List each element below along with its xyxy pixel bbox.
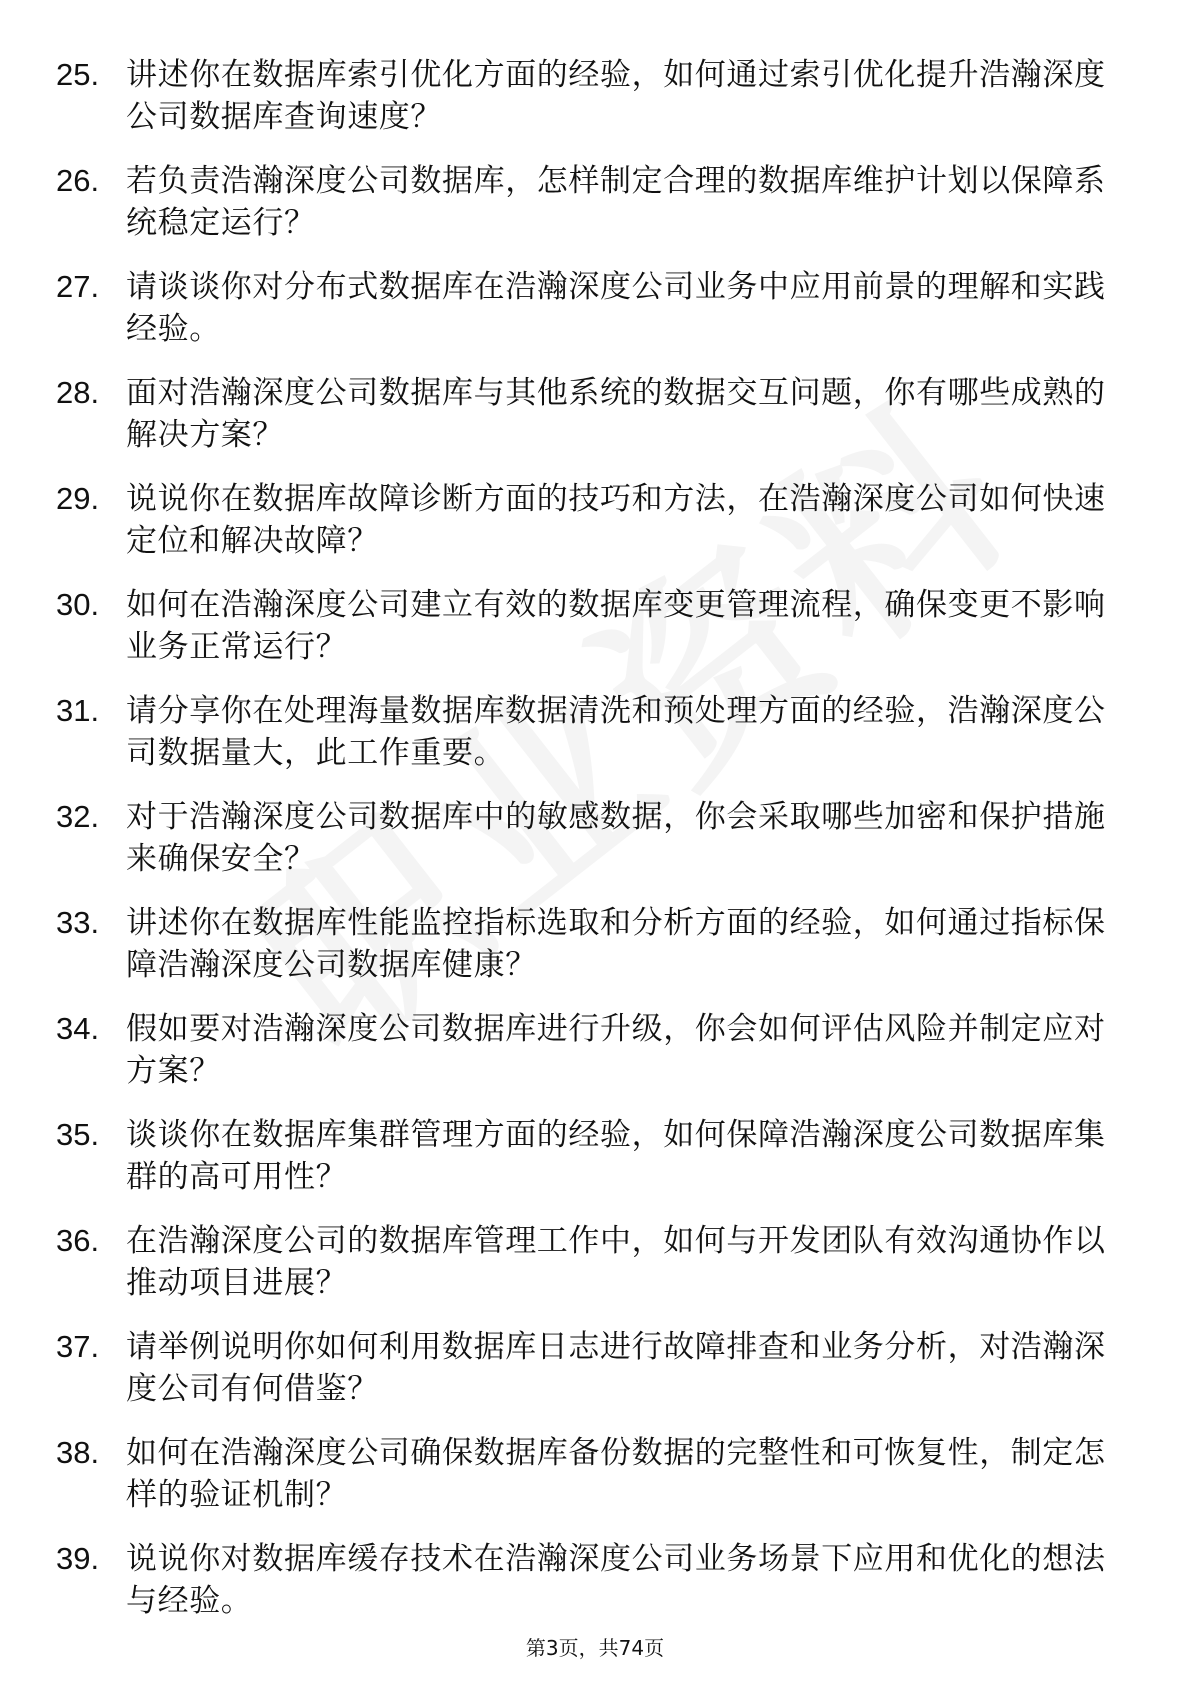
page-footer (0, 1634, 1190, 1662)
page-number-label: 第3页，共74页 (525, 1636, 665, 1660)
question-text: 讲述你在数据库性能监控指标选取和分析方面的经验，如何通过指标保障浩瀚深度公司数据库健康？ (126, 905, 1106, 983)
question-number: 25. (56, 57, 100, 92)
question-text: 如何在浩瀚深度公司建立有效的数据库变更管理流程，确保变更不影响业务正常运行？ (126, 587, 1106, 665)
question-item (56, 54, 1116, 138)
question-text: 请分享你在处理海量数据库数据清洗和预处理方面的经验，浩瀚深度公司数据量大，此工作重要。 (126, 693, 1106, 771)
question-text: 请谈谈你对分布式数据库在浩瀚深度公司业务中应用前景的理解和实践经验。 (126, 269, 1106, 347)
question-item (56, 266, 1116, 350)
question-text: 说说你对数据库缓存技术在浩瀚深度公司业务场景下应用和优化的想法与经验。 (126, 1541, 1106, 1619)
question-item (56, 1432, 1116, 1516)
question-item (56, 1538, 1116, 1622)
question-item (56, 1326, 1116, 1410)
question-item (56, 902, 1116, 986)
question-number: 37. (56, 1329, 100, 1364)
question-text: 说说你在数据库故障诊断方面的技巧和方法，在浩瀚深度公司如何快速定位和解决故障？ (126, 481, 1106, 559)
question-text: 面对浩瀚深度公司数据库与其他系统的数据交互问题，你有哪些成熟的解决方案？ (126, 375, 1106, 453)
question-text: 若负责浩瀚深度公司数据库，怎样制定合理的数据库维护计划以保障系统稳定运行？ (126, 163, 1106, 241)
question-number: 30. (56, 587, 100, 622)
question-number: 28. (56, 375, 100, 410)
question-item (56, 796, 1116, 880)
question-item (56, 478, 1116, 562)
question-text: 请举例说明你如何利用数据库日志进行故障排查和业务分析，对浩瀚深度公司有何借鉴？ (126, 1329, 1106, 1407)
question-number: 29. (56, 481, 100, 516)
question-number: 33. (56, 905, 100, 940)
question-number: 26. (56, 163, 100, 198)
question-text: 谈谈你在数据库集群管理方面的经验，如何保障浩瀚深度公司数据库集群的高可用性？ (126, 1117, 1106, 1195)
question-text: 如何在浩瀚深度公司确保数据库备份数据的完整性和可恢复性，制定怎样的验证机制？ (126, 1435, 1106, 1513)
question-item (56, 1114, 1116, 1198)
question-item (56, 160, 1116, 244)
question-item (56, 690, 1116, 774)
question-item (56, 584, 1116, 668)
question-number: 32. (56, 799, 100, 834)
question-text: 在浩瀚深度公司的数据库管理工作中，如何与开发团队有效沟通协作以推动项目进展？ (126, 1223, 1106, 1301)
question-number: 31. (56, 693, 100, 728)
question-list (56, 54, 1116, 1644)
question-number: 34. (56, 1011, 100, 1046)
question-item (56, 1008, 1116, 1092)
question-text: 假如要对浩瀚深度公司数据库进行升级，你会如何评估风险并制定应对方案？ (126, 1011, 1106, 1089)
question-text: 对于浩瀚深度公司数据库中的敏感数据，你会采取哪些加密和保护措施来确保安全？ (126, 799, 1106, 877)
question-number: 36. (56, 1223, 100, 1258)
question-item (56, 372, 1116, 456)
question-number: 39. (56, 1541, 100, 1576)
question-number: 35. (56, 1117, 100, 1152)
question-number: 38. (56, 1435, 100, 1470)
question-text: 讲述你在数据库索引优化方面的经验，如何通过索引优化提升浩瀚深度公司数据库查询速度？ (126, 57, 1106, 135)
question-number: 27. (56, 269, 100, 304)
question-item (56, 1220, 1116, 1304)
